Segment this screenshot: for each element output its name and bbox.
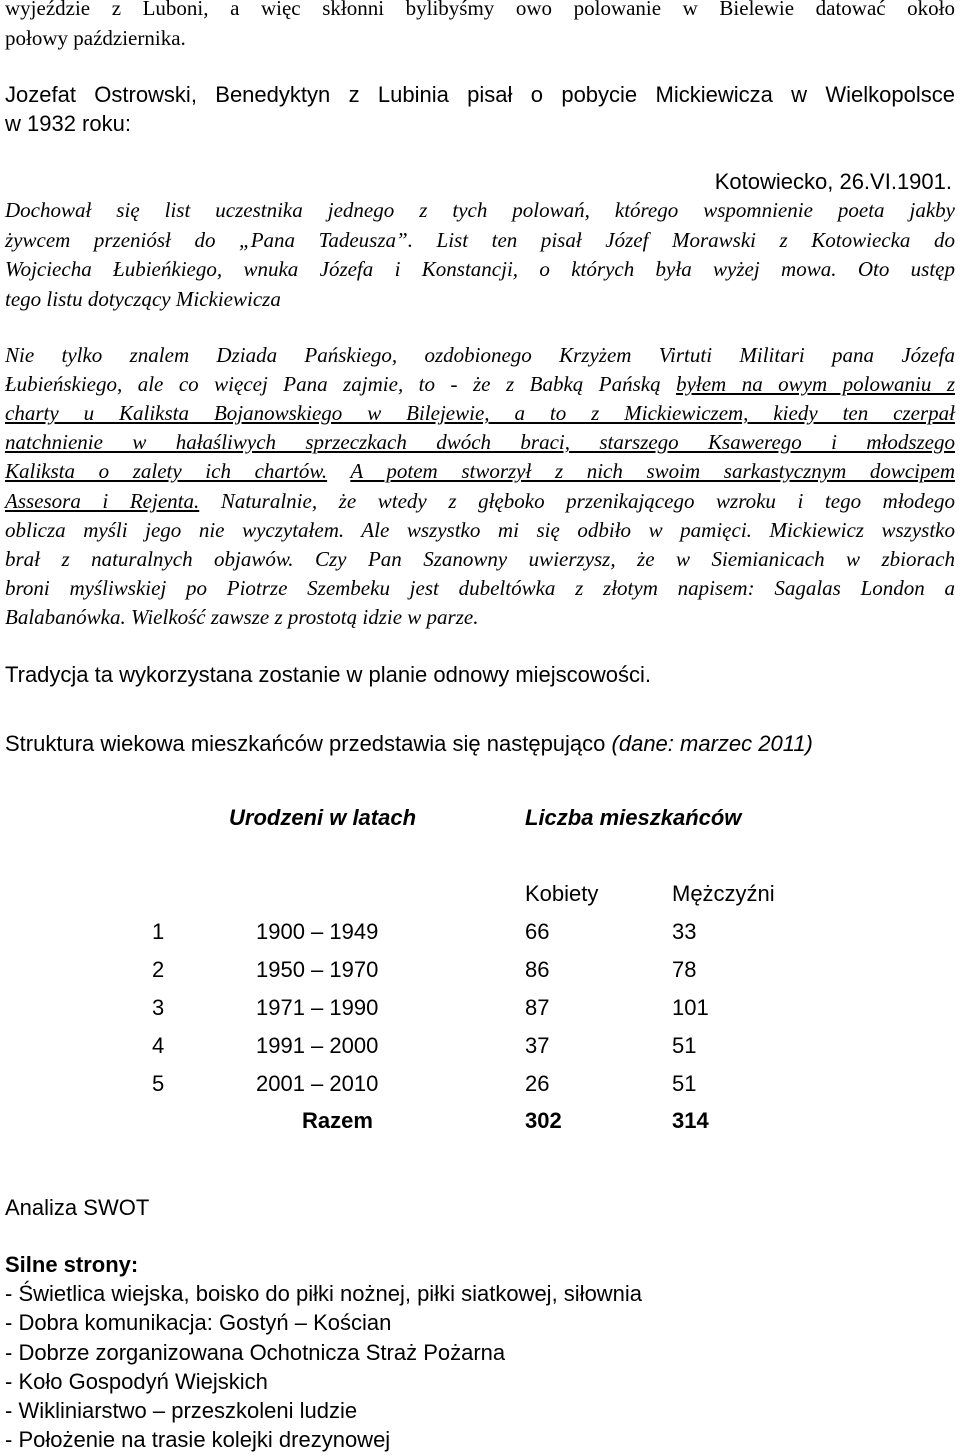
quote-line-4: natchnienie w hałaśliwych sprzeczkach dwóch braci, starszego Ksawerego i młodszego <box>5 430 955 454</box>
quote-line-2-part-a: Łubieńskiego, ale co więcej Pana zajmie, to - że z Babką Pańską <box>5 372 677 396</box>
swot-strength-item: - Dobrze zorganizowana Ochotnicza Straż Pożarna <box>5 1340 506 1365</box>
quote-line-6 <box>5 487 955 516</box>
quote-line-6-rest: Naturalnie, że wtedy z głęboko przenikającego wzroku i tego młodego <box>199 489 956 513</box>
swot-strengths-heading: Silne strony: <box>5 1252 139 1277</box>
quote-line-10: Balabanówka. Wielkość zawsze z prostotą idzie w parze. <box>5 605 479 629</box>
swot-strength-item: - Świetlica wiejska, boisko do piłki nożnej, piłki siatkowej, siłownia <box>5 1281 643 1306</box>
table-row-4-men: 51 <box>672 1033 697 1058</box>
table-row-3-men: 101 <box>672 995 709 1020</box>
letter-line-2 <box>5 226 955 255</box>
tradition-sentence: Tradycja ta wykorzystana zostanie w planie odnowy miejscowości. <box>5 662 652 687</box>
table-row-1-women: 66 <box>525 919 550 944</box>
structure-text: Struktura wiekowa mieszkańców przedstawia się następująco <box>5 731 612 756</box>
table-row-2-no: 2 <box>152 957 165 982</box>
quote-line-3: charty u Kaliksta Bojanowskiego w Bilejewie, a to z Mickiewiczem, kiedy ten czerpał <box>5 401 955 425</box>
table-row-4-no: 4 <box>152 1033 165 1058</box>
quote-line-2-underlined: byłem na owym polowaniu z <box>676 372 955 396</box>
intro-line-2: połowy października. <box>5 26 186 50</box>
quote-line-6-underlined: Assesora i Rejenta. <box>5 489 200 513</box>
swot-strength-item: - Koło Gospodyń Wiejskich <box>5 1369 268 1394</box>
table-row-3-women: 87 <box>525 995 550 1020</box>
quote-line-8: brał z naturalnych objawów. Czy Pan Szanowny uwierzysz, że w Siemianicach w zbiorach <box>5 547 955 571</box>
table-total-label: Razem <box>302 1108 373 1133</box>
table-row-3-years: 1971 – 1990 <box>256 995 379 1020</box>
quote-line-5-underlined-a: Kaliksta o zalety ich chartów. <box>5 459 328 483</box>
letter-line-3 <box>5 255 955 284</box>
table-row-4-women: 37 <box>525 1033 550 1058</box>
letter-line-1: Dochował się list uczestnika jednego z tych polowań, którego wspomnienie poeta jakby <box>5 198 955 222</box>
letter-line-2-part-a: żywcem przeniósł do „Pana Tadeusza”. <box>5 228 413 252</box>
quote-line-5 <box>5 457 955 486</box>
table-row-2-women: 86 <box>525 957 550 982</box>
quote-line-2 <box>5 370 955 399</box>
table-total-women: 302 <box>525 1108 562 1133</box>
letter-line-3-part-b: Oto ustęp <box>836 257 956 281</box>
table-row-4-years: 1991 – 2000 <box>256 1033 379 1058</box>
table-row-1-no: 1 <box>152 919 165 944</box>
table-subheader-men: Mężczyźni <box>672 881 775 906</box>
quote-line-9: broni myśliwskiej po Piotrze Szembeku jest dubeltówka z złotym napisem: Sagalas London a <box>5 576 955 600</box>
quote-line-7: oblicza myśli jego nie wyczytałem. Ale wszystko mi się odbiło w pamięci. Mickiewicz wszystko <box>5 518 955 542</box>
table-row-3-no: 3 <box>152 995 165 1020</box>
letter-place-date: Kotowiecko, 26.VI.1901. <box>714 169 952 194</box>
table-row-5-no: 5 <box>152 1071 165 1096</box>
table-header-count: Liczba mieszkańców <box>525 805 742 830</box>
swot-strength-item: - Dobra komunikacja: Gostyń – Kościan <box>5 1310 392 1335</box>
swot-strength-item: - Położenie na trasie kolejki drezynowej <box>5 1427 391 1452</box>
quote-line-1: Nie tylko znalem Dziada Pańskiego, ozdobionego Krzyżem Virtuti Militari pana Józefa <box>5 343 955 367</box>
structure-note: (dane: marzec 2011) <box>611 731 813 756</box>
letter-line-3-part-a: Wojciecha Łubieńkiego, wnuka Józefa i Konstancji, o których była wyżej mowa. <box>5 257 837 281</box>
letter-line-2-part-b: List ten pisał Józef Morawski z Kotowiecka do <box>412 228 955 252</box>
table-header-years: Urodzeni w latach <box>229 805 417 830</box>
table-row-5-years: 2001 – 2010 <box>256 1071 379 1096</box>
swot-strength-item: - Wikliniarstwo – przeszkoleni ludzie <box>5 1398 358 1423</box>
table-row-5-men: 51 <box>672 1071 697 1096</box>
quote-line-5-space <box>327 459 350 483</box>
ostrowski-line-1: Jozefat Ostrowski, Benedyktyn z Lubinia pisał o pobycie Mickiewicza w Wielkopolsce <box>5 82 955 107</box>
swot-title: Analiza SWOT <box>5 1195 150 1220</box>
ostrowski-line-2: w 1932 roku: <box>5 111 131 136</box>
intro-line-1: wyjeździe z Luboni, a więc skłonni bylibyśmy owo polowanie w Bielewie datować około <box>5 0 955 20</box>
quote-line-5-underlined-b: A potem stworzył z nich swoim sarkastycznym dowcipem <box>350 459 956 483</box>
table-row-5-women: 26 <box>525 1071 550 1096</box>
table-total-men: 314 <box>672 1108 709 1133</box>
table-row-2-years: 1950 – 1970 <box>256 957 379 982</box>
table-subheader-women: Kobiety <box>525 881 599 906</box>
letter-line-4: tego listu dotyczący Mickiewicza <box>5 287 281 311</box>
table-row-1-men: 33 <box>672 919 697 944</box>
table-row-1-years: 1900 – 1949 <box>256 919 379 944</box>
structure-sentence <box>5 729 813 758</box>
table-row-2-men: 78 <box>672 957 697 982</box>
